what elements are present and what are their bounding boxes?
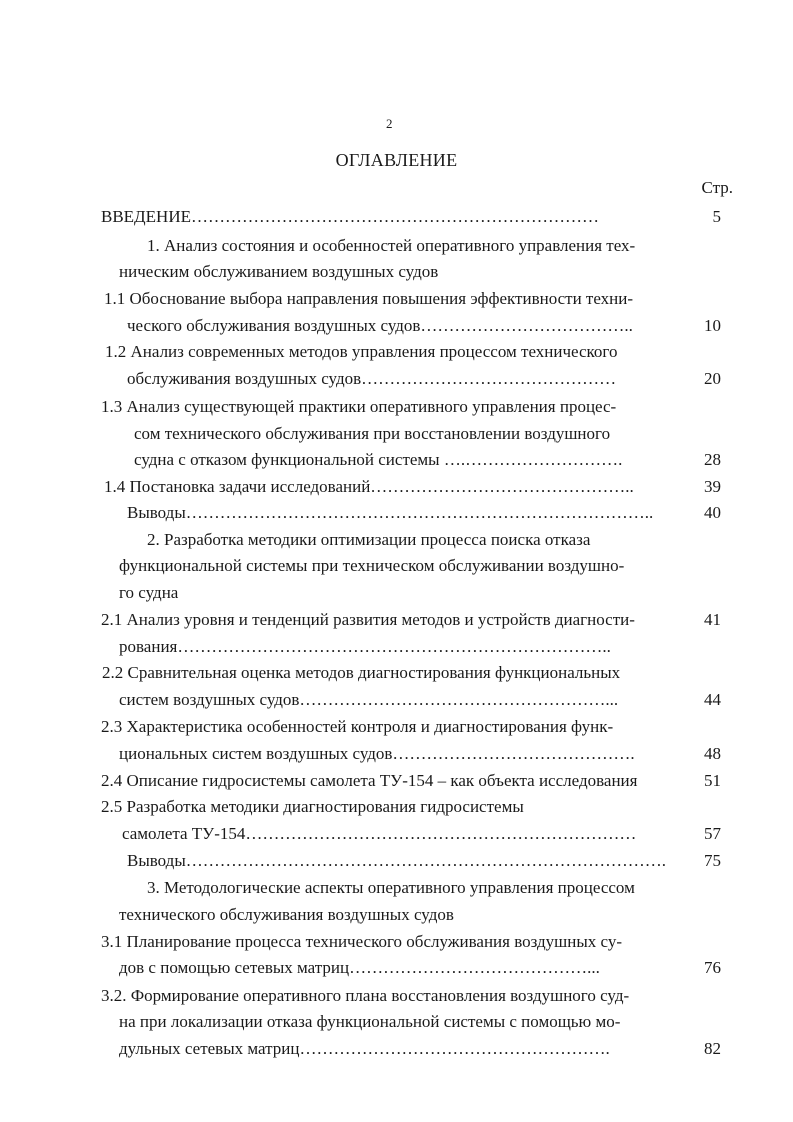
toc-line: дов с помощью сетевых матриц……………………………………... [119,958,600,977]
toc-line: 3.2. Формирование оперативного плана восстановления воздушного суд- [101,986,630,1005]
toc-page: 75 [704,851,721,870]
toc-line: ническим обслуживанием воздушных судов [119,262,439,281]
toc-line: самолета ТУ-154…………………………………………………………… [122,824,637,843]
toc-page: 44 [704,690,721,709]
page-number: 2 [386,116,393,131]
toc-line: 2.1 Анализ уровня и тенденций развития методов и устройств диагности- [101,610,635,629]
toc-line: обслуживания воздушных судов……………………………………… [127,369,617,388]
toc-page: 57 [704,824,721,843]
toc-line: циональных систем воздушных судов……………………………………. [119,744,635,763]
toc-page: 40 [704,503,721,522]
toc-line: 2. Разработка методики оптимизации процесса поиска отказа [147,530,591,549]
toc-page: 10 [704,316,721,335]
toc-line: 3. Методологические аспекты оперативного управления процессом [147,878,635,897]
toc-line: 2.3 Характеристика особенностей контроля и диагностирования функ- [101,717,614,736]
toc-line: ВВЕДЕНИЕ……………………………………………………………… [101,207,599,226]
toc-line: технического обслуживания воздушных судов [119,905,454,924]
toc-line: 1. Анализ состояния и особенностей оперативного управления тех- [147,236,636,255]
toc-line: рования………………………………………………………………….. [119,637,611,656]
toc-line: на при локализации отказа функциональной системы с помощью мо- [119,1012,621,1031]
toc-page: 39 [704,477,721,496]
page-title: ОГЛАВЛЕНИЕ [335,150,458,170]
toc-line: функциональной системы при техническом обслуживании воздушно- [119,556,625,575]
toc-line: 1.1 Обоснование выбора направления повышения эффективности техни- [104,289,634,308]
toc-line: систем воздушных судов………………………………………………... [119,690,619,709]
toc-line: судна с отказом функциональной системы ….………………………. [134,450,623,469]
toc-line: 1.3 Анализ существующей практики оперативного управления процес- [101,397,617,416]
toc-line: 3.1 Планирование процесса технического обслуживания воздушных су- [101,932,623,951]
toc-line: Выводы…………………………………………………………………………. [127,851,667,870]
toc-page: 82 [704,1039,721,1058]
toc-line: Выводы……………………………………………………………………….. [127,503,654,522]
toc-line: 1.2 Анализ современных методов управления процессом технического [105,342,618,361]
toc-page: 20 [704,369,721,388]
toc-line: сом технического обслуживания при восстановлении воздушного [134,424,611,443]
toc-page: 76 [704,958,721,977]
toc-line: 1.4 Постановка задачи исследований……………………………………….. [104,477,634,496]
page-column-header: Стр. [701,178,733,197]
toc-line: дульных сетевых матриц………………………………………………. [119,1039,610,1058]
toc-line: 2.4 Описание гидросистемы самолета ТУ-154 – как объекта исследования [101,771,638,790]
toc-page: 28 [704,450,721,469]
toc-line: 2.5 Разработка методики диагностирования гидросистемы [101,797,524,816]
toc-page: 41 [704,610,721,629]
toc-page: 51 [704,771,721,790]
toc-page: 48 [704,744,721,763]
toc-line: 2.2 Сравнительная оценка методов диагностирования функциональных [102,663,621,682]
toc-line: го судна [119,583,179,602]
toc-line: ческого обслуживания воздушных судов……………………………….. [127,316,633,335]
toc-page: 5 [712,207,721,226]
